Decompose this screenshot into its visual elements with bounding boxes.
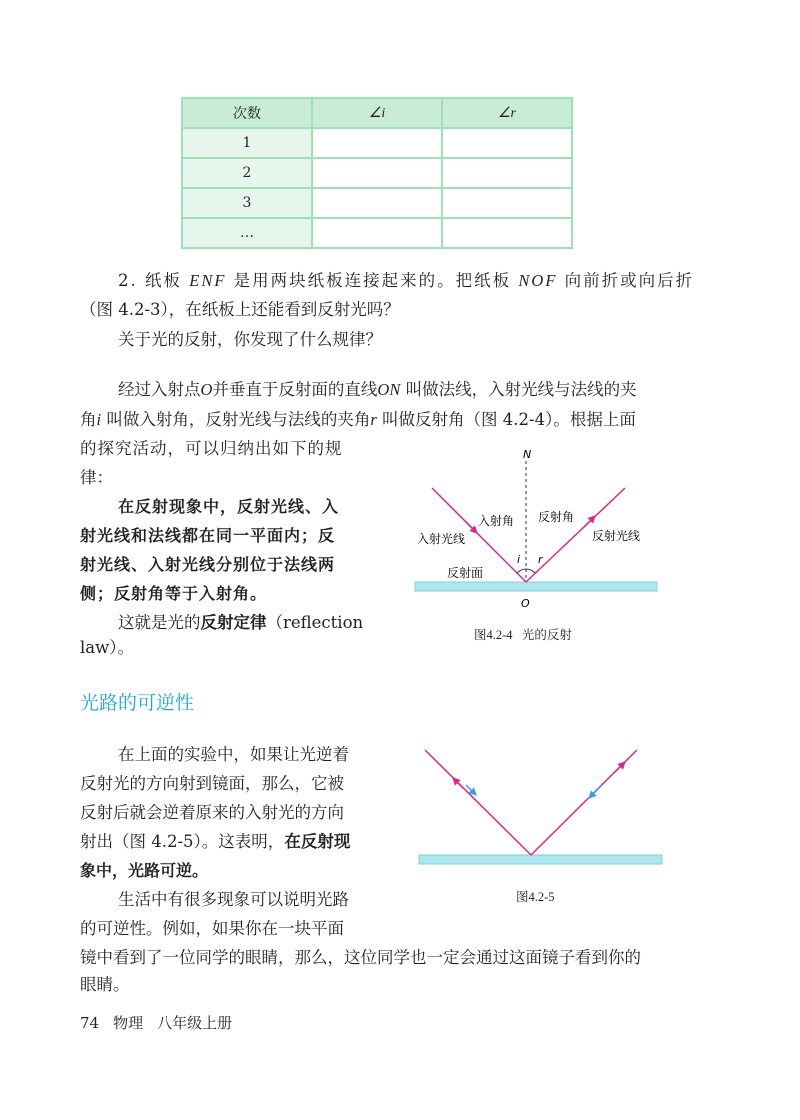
definition-line-4: 律：: [80, 468, 113, 487]
law-line-2: 射光线和法线都在同一平面内；反: [80, 526, 336, 545]
table-header-row: [182, 98, 572, 128]
arrow-down-left-icon: [591, 786, 601, 796]
table-cell: [312, 218, 442, 248]
text: 向前折或向后折: [557, 271, 695, 290]
question-2-line-1: [118, 266, 694, 296]
incident-arrow: [465, 521, 475, 531]
page-footer: [80, 1012, 246, 1033]
law-line-5: [118, 608, 363, 638]
reflected-ray-label: 反射光线: [592, 529, 641, 543]
table-cell: …: [182, 218, 312, 248]
incident-ray-label: 入射光线: [417, 532, 466, 546]
label-o: O: [521, 597, 530, 610]
definition-line-3: 的探究活动，可以归纳出如下的规: [80, 439, 343, 458]
text: i: [96, 410, 102, 429]
text: NOF: [518, 271, 558, 290]
reversibility-line-5: 象中，光路可逆。: [80, 861, 209, 880]
table-cell: [442, 188, 572, 218]
question-2-line-2: （图 4.2-3），在纸板上还能看到反射光吗？: [80, 300, 400, 319]
text: 经过入射点: [118, 380, 201, 399]
table-cell: 1: [182, 128, 312, 158]
table-cell: [442, 158, 572, 188]
table-cell: [442, 218, 572, 248]
text: 这就是光的: [118, 613, 201, 632]
left-ray: [425, 750, 531, 855]
reversibility-line-4: [80, 827, 350, 857]
mirror-surface: [419, 855, 662, 864]
text: O: [200, 380, 213, 399]
table-cell: [442, 128, 572, 158]
definition-line-1: [118, 375, 637, 405]
text: 角: [80, 410, 97, 429]
text: 叫做入射角，反射光线与法线的夹角: [101, 410, 371, 429]
subject: 物理: [113, 1014, 144, 1032]
incident-angle-label: 入射角: [478, 514, 515, 528]
incident-angle-arc: [517, 569, 526, 573]
label-n: N: [523, 448, 532, 461]
table-cell: 2: [182, 158, 312, 188]
caption-number: 图4.2-4: [474, 628, 513, 642]
reversibility-line-3: 反射后就会逆着原来的入射光的方向: [80, 803, 344, 822]
reflective-surface: [415, 582, 657, 591]
definition-line-2: [80, 405, 636, 435]
reversibility-line-6: 生活中有很多现象可以说明光路: [118, 890, 349, 909]
reversibility-line-1: 在上面的实验中，如果让光逆着: [118, 745, 349, 764]
text: 叫做反射角（图 4.2-4）。根据上面: [376, 410, 636, 429]
table-header-cell: 次数: [182, 98, 312, 128]
text: 并垂直于反射面的直线: [212, 380, 378, 399]
table-header-cell: ∠i: [312, 98, 442, 128]
law-name: 反射定律: [200, 613, 267, 632]
label-r: r: [538, 553, 543, 566]
reversibility-line-9: 眼睛。: [80, 975, 130, 994]
text: （reflection: [266, 613, 364, 632]
table-cell: 3: [182, 188, 312, 218]
law-line-3: 射光线、入射光线分别位于法线两: [80, 555, 336, 574]
text: ENF: [189, 271, 227, 290]
figure-caption-2: 图4.2-5: [516, 890, 555, 904]
caption-text: 光的反射: [521, 628, 572, 642]
reversibility-line-8: 镜中看到了一位同学的眼睛，那么，这位同学也一定会通过这面镜子看到你的: [80, 948, 641, 967]
text: 是用两块纸板连接起来的。把纸板: [226, 271, 519, 290]
text: ON: [377, 380, 401, 399]
table-row: [182, 128, 572, 158]
arrow-up-left-icon: [455, 780, 463, 788]
surface-label: 反射面: [447, 566, 484, 580]
figure-reversibility: [415, 740, 665, 875]
reversibility-line-2: 反射光的方向射到镜面，那么，它被: [80, 774, 344, 793]
table-row: [182, 188, 572, 218]
table-row: [182, 218, 572, 248]
figure-caption: [474, 625, 572, 643]
question-2-line-3: 关于光的反射，你发现了什么规律？: [118, 330, 382, 349]
experiment-table: [181, 97, 573, 249]
reflected-arrow: [583, 518, 593, 528]
section-heading: 光路的可逆性: [80, 692, 195, 714]
table-row: [182, 158, 572, 188]
text: 在反射现: [284, 832, 351, 851]
reflect-angle-arc: [526, 569, 535, 573]
arrow-up-right-icon: [615, 764, 623, 772]
reversibility-line-7: 的可逆性。例如，如果你在一块平面: [80, 919, 344, 938]
table-cell: [312, 188, 442, 218]
label-i: i: [517, 553, 521, 566]
text: r: [370, 410, 377, 429]
text: 射出（图 4.2-5）。这表明，: [80, 832, 285, 851]
reflect-angle-label: 反射角: [538, 510, 575, 524]
page-number: 74: [80, 1014, 100, 1032]
table-cell: [312, 128, 442, 158]
law-line-1: 在反射现象中，反射光线、入: [118, 497, 340, 516]
law-line-6: law）。: [80, 638, 134, 657]
text: 2. 纸板: [118, 271, 190, 290]
table-cell: [312, 158, 442, 188]
table-header-cell: ∠r: [442, 98, 572, 128]
grade: 八年级上册: [157, 1014, 233, 1032]
text: 叫做法线，入射光线与法线的夹: [400, 380, 637, 399]
law-line-4: 侧；反射角等于入射角。: [80, 584, 268, 603]
